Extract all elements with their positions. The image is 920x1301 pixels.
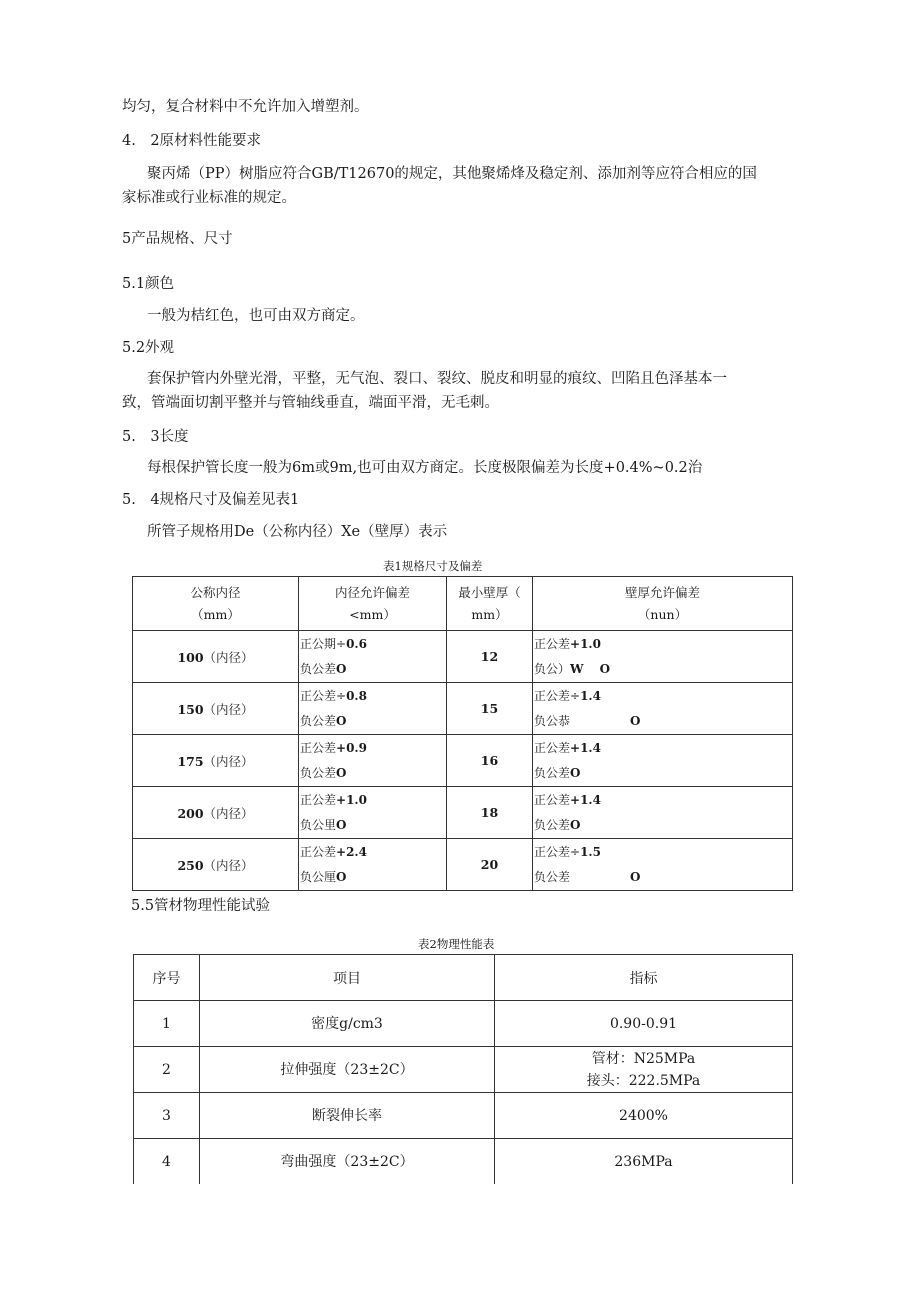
spec-cell: 175（内径） [133,735,299,787]
wall-cell: 16 [447,735,533,787]
spec-table [132,576,793,891]
id-tolerance-cell: 正公差+1.0 负公里O [299,787,447,839]
table-row [134,1093,793,1139]
wall-tolerance-cell: 正公差÷1.4 负公恭 O [533,683,793,735]
table-row [133,787,793,839]
paragraph-line: 致，管端面切割平整并与管轴线垂直，端面平滑，无毛刺。 [122,395,499,411]
spec-cell: 200（内径） [133,787,299,839]
section-heading-5-5: 5.5管材物理性能试验 [131,898,271,914]
value-cell: 2400% [495,1093,793,1139]
paragraph-line: 一般为桔红色，也可由双方商定。 [147,308,365,324]
table1-caption: 表1规格尺寸及偏差 [383,559,483,573]
header-cell: 序号 [134,955,200,1001]
paragraph-line: 每根保护管长度一般为6m或9m,也可由双方商定。长度极限偏差为长度+0.4%~0.2治 [147,460,703,476]
spec-cell: 150（内径） [133,683,299,735]
header-cell: 内径允许偏差 <mm） [299,577,447,631]
wall-tolerance-cell: 正公差+1.4 负公差O [533,735,793,787]
section-heading-4-2: 4. 2原材料性能要求 [122,133,262,149]
id-tolerance-cell: 正公差+2.4 负公厘O [299,839,447,891]
table-row [133,735,793,787]
wall-cell: 15 [447,683,533,735]
paragraph-line: 套保护管内外壁光滑，平整，无气泡、裂口、裂纹、脱皮和明显的痕纹、凹陷且色泽基本一 [147,371,727,387]
wall-tolerance-cell: 正公差+1.0 负公）W O [533,631,793,683]
id-tolerance-cell: 正公期÷0.6 负公差O [299,631,447,683]
id-tolerance-cell: 正公差÷0.8 负公差O [299,683,447,735]
table-header-row [134,955,793,1001]
wall-cell: 20 [447,839,533,891]
table-row [134,1001,793,1047]
item-cell: 拉伸强度（23±2C） [200,1047,495,1093]
table-header-row [133,577,793,631]
spec-cell: 100（内径） [133,631,299,683]
physical-properties-table [133,954,793,1184]
item-cell: 密度g/cm3 [200,1001,495,1047]
wall-cell: 18 [447,787,533,839]
section-heading-5-4: 5. 4规格尺寸及偏差见表1 [122,492,300,508]
row-number: 4 [134,1139,200,1185]
row-number: 1 [134,1001,200,1047]
header-cell: 项目 [200,955,495,1001]
paragraph-line: 所管子规格用De（公称内径）Xe（壁厚）表示 [147,524,448,540]
paragraph-line: 家标准或行业标准的规定。 [122,190,296,206]
header-cell: 最小壁厚（ mm） [447,577,533,631]
section-heading-5-2: 5.2外观 [122,340,175,356]
header-cell: 公称内径 （mm） [133,577,299,631]
wall-cell: 12 [447,631,533,683]
table-row [134,1139,793,1185]
row-number: 3 [134,1093,200,1139]
wall-tolerance-cell: 正公差+1.4 负公差O [533,787,793,839]
row-number: 2 [134,1047,200,1093]
header-cell: 壁厚允许偏差 （nun） [533,577,793,631]
item-cell: 弯曲强度（23±2C） [200,1139,495,1185]
item-cell: 断裂伸长率 [200,1093,495,1139]
value-cell: 0.90-0.91 [495,1001,793,1047]
id-tolerance-cell: 正公差+0.9 负公差O [299,735,447,787]
table-row [133,683,793,735]
value-cell: 管材：N25MPa 接头：222.5MPa [495,1047,793,1093]
paragraph-line: 聚丙烯（PP）树脂应符合GB/T12670的规定，其他聚烯烽及稳定剂、添加剂等应符合相应的国 [147,166,757,182]
value-cell: 236MPa [495,1139,793,1185]
section-heading-5: 5产品规格、尺寸 [122,231,233,247]
section-heading-5-3: 5. 3长度 [122,429,189,445]
paragraph-line: 均匀，复合材料中不允许加入增塑剂。 [122,99,369,115]
table-row [133,839,793,891]
wall-tolerance-cell: 正公差÷1.5 负公差 O [533,839,793,891]
table2-caption: 表2物理性能表 [418,937,495,951]
table-row [134,1047,793,1093]
header-cell: 指标 [495,955,793,1001]
table-row [133,631,793,683]
spec-cell: 250（内径） [133,839,299,891]
section-heading-5-1: 5.1颜色 [122,276,175,292]
